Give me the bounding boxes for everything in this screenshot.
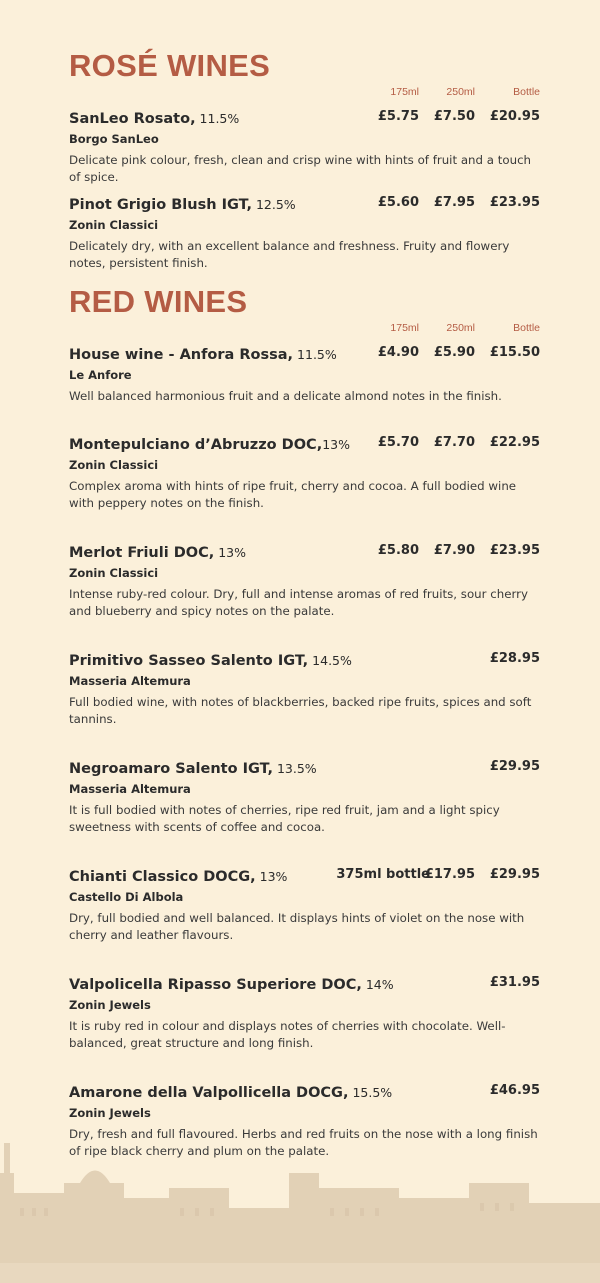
wine-producer: Borgo SanLeo bbox=[69, 132, 159, 146]
wine-item bbox=[69, 344, 540, 405]
wine-name: Amarone della Valpollicella DOCG, bbox=[69, 1085, 349, 1101]
price-bottle: £28.95 bbox=[489, 651, 540, 666]
price-175ml: £5.70 bbox=[377, 435, 419, 450]
price-bottle: £23.95 bbox=[489, 543, 540, 558]
wine-abv: 14% bbox=[361, 977, 394, 992]
wine-item bbox=[69, 194, 540, 272]
col-175ml: 175ml bbox=[390, 86, 419, 98]
price-bottle: £29.95 bbox=[489, 759, 540, 774]
price-250ml: £7.95 bbox=[433, 195, 475, 210]
price-bottle: £46.95 bbox=[489, 1083, 540, 1098]
wine-name: Primitivo Sasseo Salento IGT, bbox=[69, 653, 309, 669]
wine-abv: 13.5% bbox=[272, 761, 317, 776]
wine-producer: Le Anfore bbox=[69, 368, 132, 382]
wine-name: Montepulciano d’Abruzzo DOC, bbox=[69, 437, 323, 453]
price-bottle: £15.50 bbox=[489, 345, 540, 360]
wine-name: Negroamaro Salento IGT, bbox=[69, 761, 273, 777]
half-bottle-label: 375ml bottle bbox=[336, 867, 430, 882]
wine-description: Dry, fresh and full flavoured. Herbs and red fruits on the nose with a long finish of ripe black cherry and plum on the palate. bbox=[69, 1127, 538, 1158]
wine-item bbox=[69, 434, 540, 512]
wine-description: Full bodied wine, with notes of blackberries, backed ripe fruits, spices and soft tannins. bbox=[69, 695, 532, 726]
red-size-header bbox=[69, 322, 540, 336]
wine-abv: 13% bbox=[214, 545, 247, 560]
price-175ml: £5.60 bbox=[377, 195, 419, 210]
price-250ml: £5.90 bbox=[433, 345, 475, 360]
wine-producer: Zonin Classici bbox=[69, 566, 159, 580]
wine-item bbox=[69, 108, 540, 186]
wine-name: Valpolicella Ripasso Superiore DOC, bbox=[69, 977, 362, 993]
wine-abv: 11.5% bbox=[195, 111, 240, 126]
col-bottle: Bottle bbox=[513, 86, 540, 98]
wine-abv: 12.5% bbox=[251, 197, 296, 212]
wine-producer: Castello Di Albola bbox=[69, 890, 184, 904]
price-bottle: £31.95 bbox=[489, 975, 540, 990]
wine-abv: 13% bbox=[322, 437, 350, 452]
wine-name: SanLeo Rosato, bbox=[69, 111, 196, 127]
price-bottle: £22.95 bbox=[489, 435, 540, 450]
wine-name: Merlot Friuli DOC, bbox=[69, 545, 215, 561]
wine-item bbox=[69, 974, 540, 1052]
red-wines-heading: RED WINES bbox=[69, 284, 248, 319]
wine-description: Delicate pink colour, fresh, clean and crisp wine with hints of fruit and a touch of spice. bbox=[69, 153, 532, 184]
wine-producer: Zonin Classici bbox=[69, 458, 159, 472]
wine-item bbox=[69, 650, 540, 728]
col-bottle: Bottle bbox=[513, 322, 540, 334]
wine-producer: Masseria Altemura bbox=[69, 782, 191, 796]
wine-producer: Zonin Jewels bbox=[69, 998, 151, 1012]
price-250ml: £7.50 bbox=[433, 109, 475, 124]
price-175ml: £5.75 bbox=[377, 109, 419, 124]
rose-size-header bbox=[69, 86, 540, 100]
wine-name: House wine - Anfora Rossa, bbox=[69, 347, 294, 363]
wine-producer: Zonin Classici bbox=[69, 218, 159, 232]
wine-description: It is full bodied with notes of cherries, ripe red fruit, jam and a light spicy sweetness with scents of coffee and cocoa. bbox=[69, 803, 500, 834]
wine-item bbox=[69, 1082, 540, 1160]
price-175ml: £4.90 bbox=[377, 345, 419, 360]
wine-name: Chianti Classico DOCG, bbox=[69, 869, 256, 885]
price-250ml: £7.70 bbox=[433, 435, 475, 450]
col-175ml: 175ml bbox=[390, 322, 419, 334]
wine-producer: Masseria Altemura bbox=[69, 674, 191, 688]
wine-abv: 14.5% bbox=[308, 653, 352, 668]
wine-name: Pinot Grigio Blush IGT, bbox=[69, 197, 252, 213]
wine-description: Intense ruby-red colour. Dry, full and intense aromas of red fruits, sour cherry and blueberry and spicy notes on the palate. bbox=[69, 587, 528, 618]
wine-item bbox=[69, 866, 540, 944]
wine-abv: 13% bbox=[255, 869, 288, 884]
price-bottle: £23.95 bbox=[489, 195, 540, 210]
price-bottle: £29.95 bbox=[489, 867, 540, 882]
price-half-bottle: £17.95 bbox=[424, 867, 475, 882]
wine-description: It is ruby red in colour and displays notes of cherries with chocolate. Well-balanced, great structure and long finish. bbox=[69, 1019, 506, 1050]
col-250ml: 250ml bbox=[446, 322, 475, 334]
rose-wines-heading: ROSÉ WINES bbox=[69, 48, 271, 83]
wine-description: Complex aroma with hints of ripe fruit, cherry and cocoa. A full bodied wine with peppery notes on the finish. bbox=[69, 479, 517, 510]
wine-item bbox=[69, 758, 540, 836]
wine-item bbox=[69, 542, 540, 620]
wine-description: Dry, full bodied and well balanced. It displays hints of violet on the nose with cherry and leather flavours. bbox=[69, 911, 525, 942]
price-bottle: £20.95 bbox=[489, 109, 540, 124]
price-250ml: £7.90 bbox=[433, 543, 475, 558]
wine-description: Delicately dry, with an excellent balance and freshness. Fruity and flowery notes, persistent finish. bbox=[69, 239, 510, 270]
wine-abv: 15.5% bbox=[348, 1085, 393, 1100]
col-250ml: 250ml bbox=[446, 86, 475, 98]
price-175ml: £5.80 bbox=[377, 543, 419, 558]
wine-description: Well balanced harmonious fruit and a delicate almond notes in the finish. bbox=[69, 389, 502, 403]
wine-producer: Zonin Jewels bbox=[69, 1106, 151, 1120]
wine-abv: 11.5% bbox=[293, 347, 337, 362]
